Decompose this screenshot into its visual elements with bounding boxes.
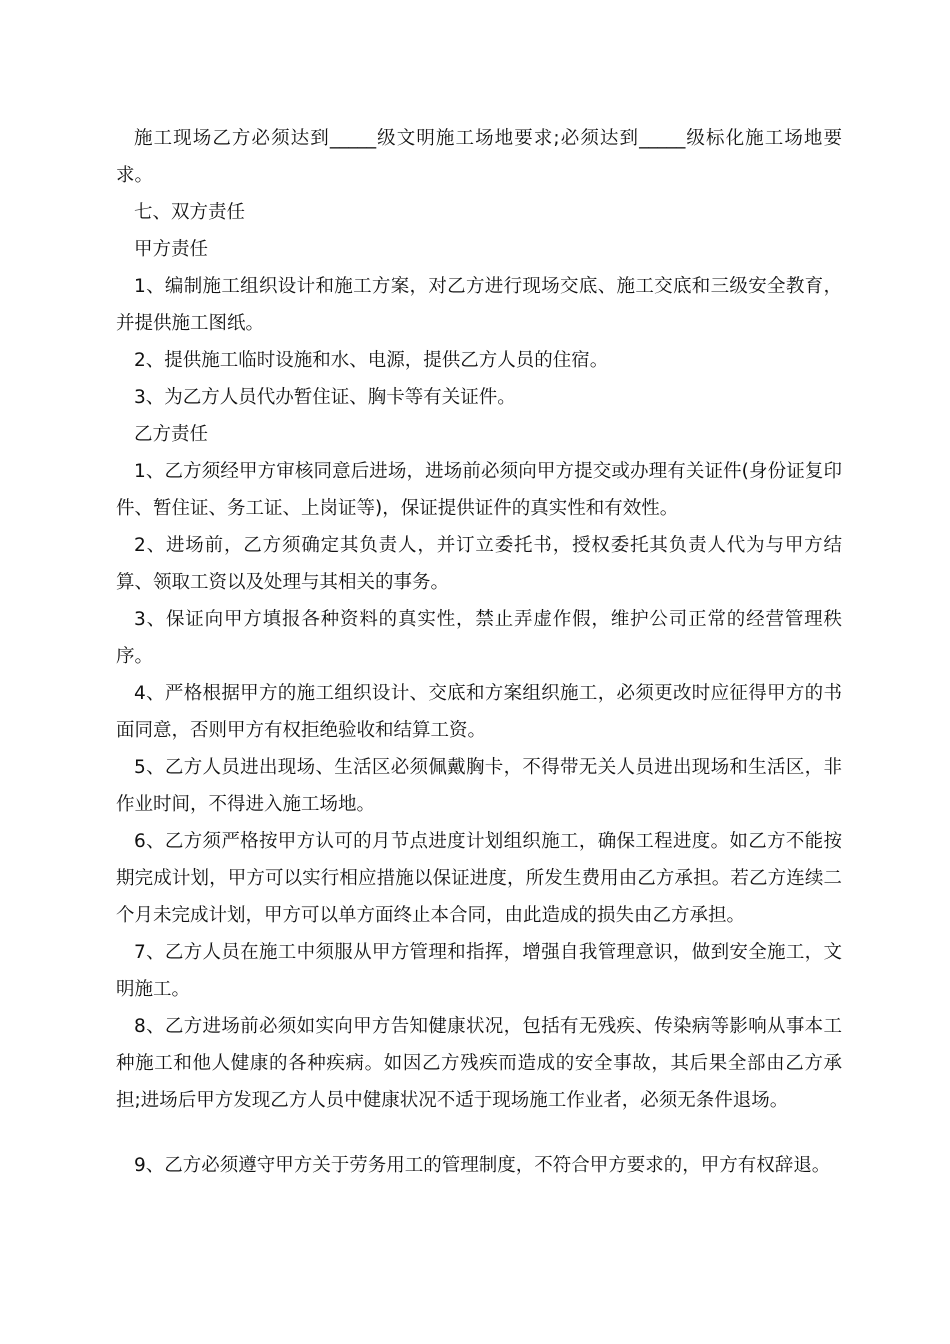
site-requirement-paragraph: 施工现场乙方必须达到_____级文明施工场地要求;必须达到_____级标化施工场地要求。: [116, 128, 842, 186]
subheading-party-b-responsibilities: 乙方责任: [134, 424, 209, 445]
paragraph-gap: [116, 1119, 842, 1147]
party-a-clause-1: 1、编制施工组织设计和施工方案，对乙方进行现场交底、施工交底和三级安全教育，并提供施工图纸。: [116, 276, 842, 334]
document-body: [116, 120, 842, 1184]
party-a-clause-3: 3、为乙方人员代办暂住证、胸卡等有关证件。: [134, 387, 516, 408]
party-b-clause-3: 3、保证向甲方填报各种资料的真实性，禁止弄虚作假，维护公司正常的经营管理秩序。: [116, 609, 842, 667]
subheading-party-a-responsibilities: 甲方责任: [134, 239, 209, 260]
party-b-clause-1: 1、乙方须经甲方审核同意后进场，进场前必须向甲方提交或办理有关证件(身份证复印件、暂住证、务工证、上岗证等)，保证提供证件的真实性和有效性。: [116, 461, 842, 519]
party-b-clause-7: 7、乙方人员在施工中须服从甲方管理和指挥，增强自我管理意识，做到安全施工，文明施工。: [116, 942, 842, 1000]
party-b-clause-6: 6、乙方须严格按甲方认可的月节点进度计划组织施工，确保工程进度。如乙方不能按期完成计划，甲方可以实行相应措施以保证进度，所发生费用由乙方承担。若乙方连续二个月未完成计划，甲方可以单方面终止本合同，由此造成的损失由乙方承担。: [116, 831, 842, 926]
section-heading-mutual-responsibilities: 七、双方责任: [134, 202, 246, 223]
party-b-clause-4: 4、严格根据甲方的施工组织设计、交底和方案组织施工，必须更改时应征得甲方的书面同意，否则甲方有权拒绝验收和结算工资。: [116, 683, 842, 741]
party-a-clause-2: 2、提供施工临时设施和水、电源，提供乙方人员的住宿。: [134, 350, 609, 371]
party-b-clause-8: 8、乙方进场前必须如实向甲方告知健康状况，包括有无残疾、传染病等影响从事本工种施工和他人健康的各种疾病。如因乙方残疾而造成的安全事故，其后果全部由乙方承担;进场后甲方发现乙方人员中健康状况不适于现场施工作业者，必须无条件退场。: [116, 1016, 842, 1111]
party-b-clause-2: 2、进场前，乙方须确定其负责人，并订立委托书，授权委托其负责人代为与甲方结算、领取工资以及处理与其相关的事务。: [116, 535, 842, 593]
party-b-clause-9: 9、乙方必须遵守甲方关于劳务用工的管理制度，不符合甲方要求的，甲方有权辞退。: [134, 1155, 831, 1176]
party-b-clause-5: 5、乙方人员进出现场、生活区必须佩戴胸卡，不得带无关人员进出现场和生活区，非作业时间，不得进入施工场地。: [116, 757, 842, 815]
